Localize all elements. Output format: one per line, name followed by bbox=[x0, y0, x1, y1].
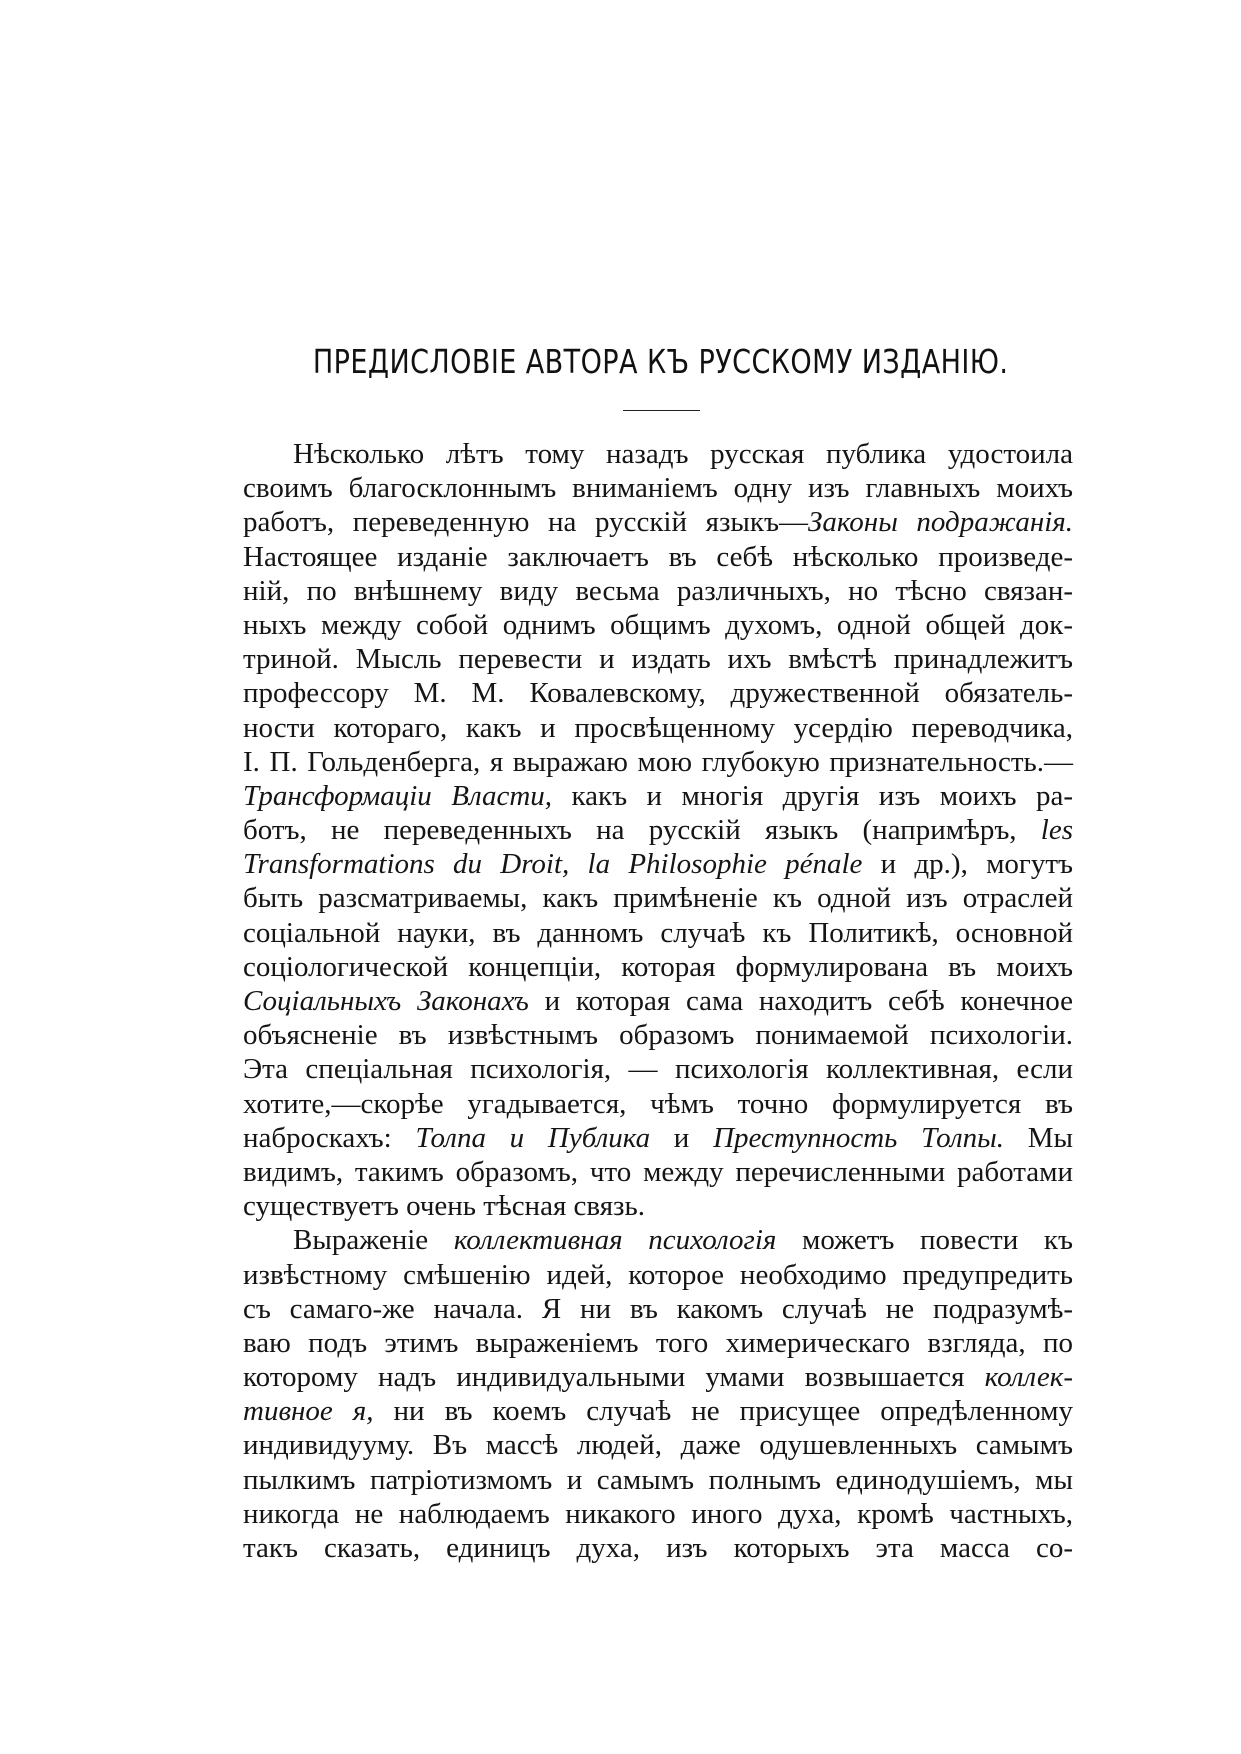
text-segment: триной. Мысль перевести и издать ихъ вмѣстѣ принадлежитъ bbox=[243, 643, 1073, 676]
preface-body bbox=[243, 437, 1073, 1565]
text-segment: Выраженіе bbox=[293, 1224, 454, 1257]
text-segment: какъ и многія другія изъ моихъ ра- bbox=[552, 779, 1074, 812]
text-segment: ній, по внѣшнему виду весьма различныхъ, но тѣсно связан- bbox=[243, 574, 1073, 607]
text-segment: быть разсматриваемы, какъ примѣненіе къ одной изъ отраслей bbox=[243, 882, 1073, 915]
text-line bbox=[243, 1531, 1073, 1565]
text-segment: Нѣсколько лѣтъ тому назадъ русская публика удостоила bbox=[293, 438, 1073, 470]
text-segment: и которая сама находитъ себѣ конечное bbox=[528, 985, 1073, 1017]
text-line bbox=[243, 1121, 1073, 1155]
text-line bbox=[243, 1223, 1073, 1257]
text-line bbox=[243, 779, 1073, 813]
text-segment: Мы bbox=[1003, 1121, 1073, 1154]
text-segment: объясненіе въ извѣстнымъ образомъ понимаемой психологіи. bbox=[243, 1019, 1073, 1052]
text-segment: съ самаго-же начала. Я ни въ какомъ случаѣ не подразумѣ- bbox=[243, 1292, 1073, 1325]
text-segment: ваю подъ этимъ выраженіемъ того химерическаго взгляда, по bbox=[243, 1326, 1073, 1359]
text-line bbox=[243, 642, 1073, 676]
text-segment: Настоящее изданіе заключаетъ въ себѣ нѣсколько произведе- bbox=[243, 540, 1073, 573]
italic-text-segment: коллективная психологія bbox=[453, 1224, 777, 1257]
text-segment: соціальной науки, въ данномъ случаѣ къ Политикѣ, основной bbox=[243, 916, 1073, 949]
text-line bbox=[243, 847, 1073, 881]
text-line bbox=[243, 1018, 1073, 1052]
text-line bbox=[243, 1428, 1073, 1462]
text-line bbox=[243, 1463, 1073, 1497]
text-segment: ности котораго, какъ и просвѣщенному усердію переводчика, bbox=[243, 711, 1073, 744]
italic-text-segment: Законы подражанія. bbox=[807, 506, 1073, 539]
text-line bbox=[243, 1052, 1073, 1086]
text-line bbox=[243, 984, 1073, 1018]
text-segment: видимъ, такимъ образомъ, что между перечисленными работами bbox=[243, 1155, 1073, 1188]
text-segment: ботъ, не переведенныхъ на русскій языкъ (напримѣръ, bbox=[243, 814, 1041, 847]
text-segment: такъ сказать, единицъ духа, изъ которыхъ эта масса со- bbox=[243, 1532, 1073, 1564]
text-line bbox=[243, 1087, 1073, 1121]
text-segment: своимъ благосклоннымъ вниманіемъ одну изъ главныхъ моихъ bbox=[243, 472, 1073, 505]
text-line bbox=[243, 1292, 1073, 1326]
text-segment: извѣстному смѣшенію идей, которое необходимо предупредить bbox=[243, 1258, 1073, 1291]
text-segment: которому надъ индивидуальными умами возвышается bbox=[243, 1361, 985, 1394]
italic-text-segment: Transformations du Droit, la Philosophie pénale bbox=[243, 848, 863, 881]
text-segment: наброскахъ: bbox=[243, 1121, 416, 1154]
text-segment: ни въ коемъ случаѣ не присущее опредѣленному bbox=[373, 1395, 1073, 1428]
preface-title: ПРЕДИСЛОВІЕ АВТОРА КЪ РУССКОМУ ИЗДАНІЮ. bbox=[312, 342, 1009, 381]
text-segment: и bbox=[650, 1121, 714, 1154]
text-segment: хотите,—скорѣе угадывается, чѣмъ точно формулируется въ bbox=[243, 1087, 1073, 1120]
text-line bbox=[243, 437, 1073, 471]
text-line bbox=[243, 916, 1073, 950]
title-divider bbox=[623, 410, 700, 411]
text-segment: пылкимъ патріотизмомъ и самымъ полнымъ единодушіемъ, мы bbox=[243, 1463, 1073, 1496]
text-segment: и др.), могутъ bbox=[862, 848, 1073, 881]
text-line bbox=[243, 540, 1073, 574]
text-line bbox=[243, 1258, 1073, 1292]
text-line bbox=[243, 950, 1073, 984]
text-line bbox=[243, 1394, 1073, 1428]
text-line bbox=[243, 1189, 1073, 1223]
text-line bbox=[243, 1497, 1073, 1531]
text-line bbox=[243, 505, 1073, 539]
text-line bbox=[243, 745, 1073, 779]
italic-text-segment: Толпа и Публика bbox=[415, 1121, 651, 1154]
text-segment: работъ, переведенную на русскій языкъ— bbox=[243, 506, 808, 539]
text-line bbox=[243, 711, 1073, 745]
text-line bbox=[243, 574, 1073, 608]
text-segment: существуетъ очень тѣсная связь. bbox=[243, 1190, 645, 1223]
italic-text-segment: Трансформаціи Власти, bbox=[243, 779, 553, 812]
text-segment: индивидууму. Въ массѣ людей, даже одушевленныхъ самымъ bbox=[243, 1429, 1073, 1462]
italic-text-segment: Преступность Толпы. bbox=[713, 1121, 1004, 1154]
text-segment: соціологической концепціи, которая формулирована въ моихъ bbox=[243, 950, 1073, 983]
italic-text-segment: тивное я, bbox=[243, 1395, 374, 1428]
text-segment: профессору М. М. Ковалевскому, дружественной обязатель- bbox=[243, 677, 1073, 710]
text-segment: можетъ повести къ bbox=[776, 1224, 1073, 1257]
text-segment: Эта спеціальная психологія, — психологія коллективная, если bbox=[243, 1053, 1073, 1086]
italic-text-segment: les bbox=[1040, 814, 1073, 847]
text-line bbox=[243, 881, 1073, 915]
text-line bbox=[243, 1326, 1073, 1360]
text-line bbox=[243, 471, 1073, 505]
text-line bbox=[243, 1155, 1073, 1189]
text-segment: никогда не наблюдаемъ никакого иного духа, кромѣ частныхъ, bbox=[243, 1497, 1073, 1530]
text-line bbox=[243, 608, 1073, 642]
text-segment: ныхъ между собой однимъ общимъ духомъ, одной общей док- bbox=[243, 608, 1073, 641]
text-line bbox=[243, 1360, 1073, 1394]
italic-text-segment: коллек- bbox=[984, 1361, 1073, 1394]
text-line bbox=[243, 676, 1073, 710]
text-line bbox=[243, 813, 1073, 847]
italic-text-segment: Соціальныхъ Законахъ bbox=[243, 985, 529, 1017]
text-segment: I. П. Гольденберга, я выражаю мою глубокую признательность.— bbox=[243, 745, 1073, 778]
